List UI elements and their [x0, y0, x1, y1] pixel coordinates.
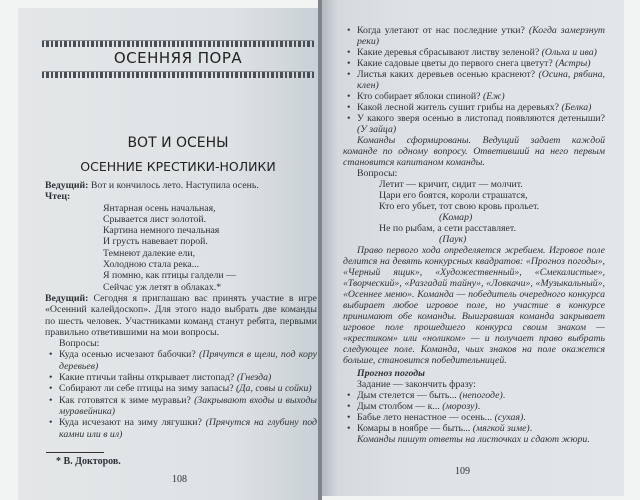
- poem-line: Янтарная осень начальная,: [103, 202, 216, 214]
- host-label: Ведущий:: [45, 292, 89, 304]
- riddle: [343, 179, 605, 245]
- list-item: • Кто собирает яблоки спиной? (Еж): [357, 91, 605, 102]
- task-text: Задание — закончить фразу:: [357, 379, 476, 390]
- questions-label: Вопросы:: [357, 168, 398, 179]
- host-label: Ведущий:: [45, 180, 89, 191]
- book-gutter: [318, 0, 322, 500]
- page-number: 108: [172, 474, 187, 485]
- ornament-divider-top: [42, 40, 314, 47]
- host-line: Вот и кончилось лето. Наступила осень.: [90, 180, 259, 191]
- poem: [45, 203, 317, 293]
- footnote: * В. Докторов.: [56, 456, 121, 467]
- list-item: • Бабье лето ненастное — осень... (сухая).: [357, 412, 605, 423]
- poem-line: Я помню, как птицы галдели —: [103, 270, 236, 282]
- riddle-line: Кто его убьет, тот свою кровь прольет.: [379, 201, 540, 212]
- list-item: • Дым столбом — к... (морозу).: [357, 401, 605, 412]
- list-item: • Дым стелется — быть... (непогоде).: [357, 390, 605, 401]
- list-item: • Какой лесной житель сушит грибы на деревьях? (Белка): [357, 102, 605, 113]
- poem-line: Картина немного печальная: [103, 225, 220, 237]
- left-page-body: [45, 180, 317, 440]
- section-title: ВОТ И ОСЕНЫ: [127, 135, 229, 151]
- ornament-divider-bottom: [42, 71, 314, 78]
- poem-line: И грусть навевает порой.: [103, 236, 208, 248]
- riddle-line: Не по рыбам, а сети расставляет.: [379, 223, 516, 234]
- list-item: • Куда исчезают на зиму лягушки? (Прячутся на глубину под камни или в ил): [59, 417, 317, 440]
- poem-line: Срывается лист золотой.: [103, 213, 207, 225]
- phrase-list: [343, 390, 605, 434]
- riddle-answer: (Комар): [439, 212, 473, 223]
- list-item: • Какие садовые цветы до первого снега цветут? (Астры): [357, 58, 605, 69]
- section-subtitle: ОСЕННИЕ КРЕСТИКИ-НОЛИКИ: [80, 159, 276, 174]
- riddle-line: Летит — кричит, сидит — молчит.: [379, 179, 523, 190]
- list-item: • Когда улетают от нас последние утки? (Когда замерзнут реки): [357, 25, 605, 47]
- reader-label: Чтец:: [45, 191, 71, 203]
- list-item: • Какие деревья сбрасывают листву зеленой? (Ольха и ива): [357, 47, 605, 58]
- teams-formed-text: Команды сформированы. Ведущий задает каждой команде по одному вопросу. Ответивший на него первым становится капитаном команды.: [343, 135, 605, 168]
- poem-line: Темнеют далекие ели,: [103, 247, 196, 259]
- closing-text: Команды пишут ответы на листочках и сдают жюри.: [357, 434, 590, 445]
- right-page-body: [343, 25, 605, 445]
- footnote-rule: [46, 452, 104, 453]
- contest-title: Прогноз погоды: [357, 368, 425, 379]
- list-item: • Какие птичьи тайны открывает листопад? (Гнезда): [59, 372, 317, 383]
- list-item: • Собирают ли себе птицы на зиму запасы? (Да, совы и сойки): [59, 383, 317, 394]
- list-item: • Комары в ноябре — быть... (мягкой зиме).: [357, 423, 605, 434]
- list-item: • У какого зверя осенью в листопад появляются детеныши? (У зайца): [357, 113, 605, 135]
- list-item: • Как готовятся к зиме муравьи? (Закрывают входы и выходы муравейника): [59, 395, 317, 418]
- list-item: • Куда осенью исчезают бабочки? (Прячутся в щели, под кору деревьев): [59, 349, 317, 372]
- riddle-line: Цари его боятся, короли страшатся,: [379, 190, 528, 201]
- chapter-title: ОСЕННЯЯ ПОРА: [113, 49, 243, 67]
- question-list: [45, 349, 317, 439]
- question-list: [343, 25, 605, 135]
- host-line: Сегодня я приглашаю вас принять участие в игре «Осенний калейдоскоп». Для этого надо выбрать две команды по шесть человек. Участниками команд станут ребята, первыми правильно ответившими на мои вопросы.: [45, 292, 317, 338]
- poem-line: Холодною стала река...: [103, 259, 200, 271]
- questions-label: Вопросы:: [59, 338, 100, 350]
- poem-line: Сейчас уж летят в облаках.*: [103, 281, 222, 293]
- rules-text: Право первого хода определяется жребием. Игровое поле делится на девять конкурсных квадратов: «Прогноз погоды», «Черный ящик», «Художественный», «Смекалистые», «Творческий», «Разгадай тайну», «Ловкачи», «Музыкальный», «Осеннее меню». Команда — победитель очередного конкурса выбирает любое игровое поле, но участие в конкурсе принимают обе команды. Выигравшая команда закрывает игровое поле прошедшего конкурса своим знаком — «крестиком» или «ноликом» — и получает право выбрать следующее поле. Команда, чьих знаков на поле окажется больше, становится победительницей.: [343, 245, 605, 366]
- page-number: 109: [455, 466, 470, 477]
- riddle-answer: (Паук): [439, 234, 467, 245]
- list-item: • Листья каких деревьев осенью краснеют? (Осина, рябина, клен): [357, 69, 605, 91]
